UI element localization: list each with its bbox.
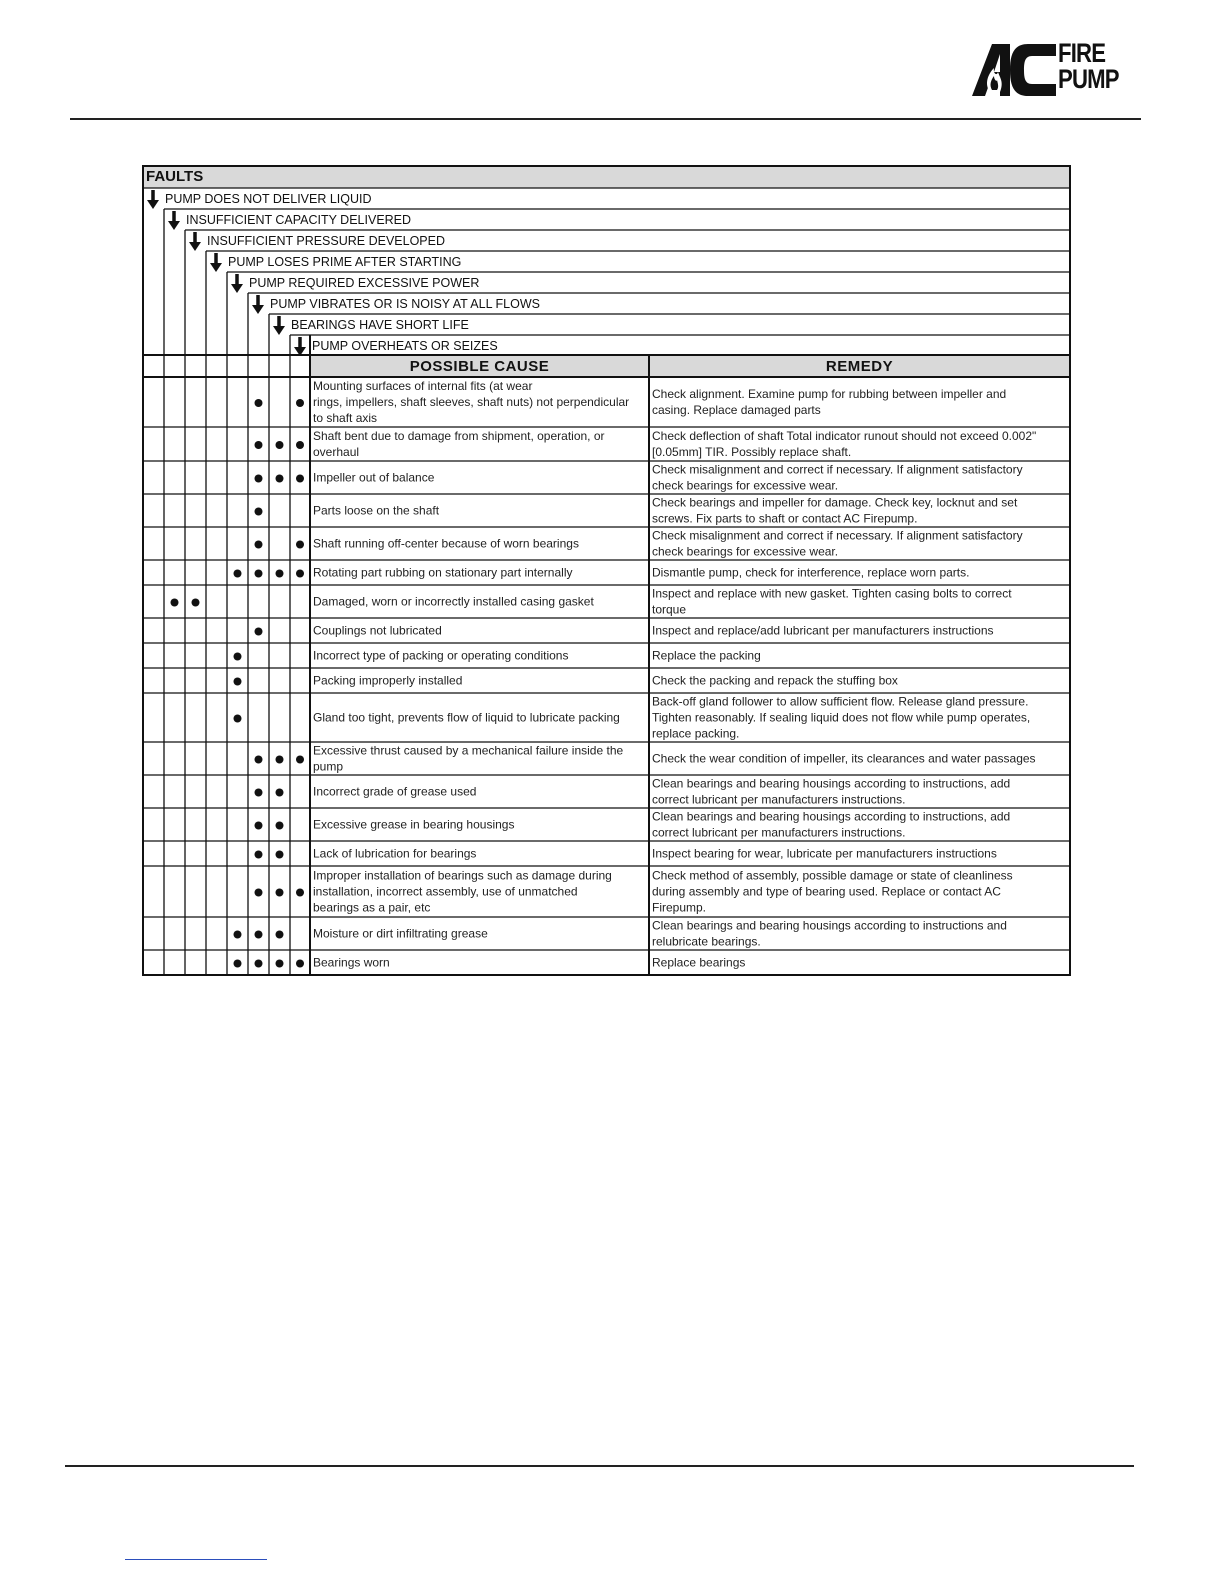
fault-mark-dot xyxy=(296,475,304,483)
fault-mark-dot xyxy=(276,441,284,449)
faults-title: FAULTS xyxy=(146,168,204,185)
fault-label-1: PUMP DOES NOT DELIVER LIQUID xyxy=(165,192,372,206)
remedy-text: Check deflection of shaft Total indicator runout should not exceed 0.002" xyxy=(652,429,1037,443)
possible-cause-text: Mounting surfaces of internal fits (at wear xyxy=(313,379,533,393)
possible-cause-text: overhaul xyxy=(313,445,360,459)
remedy-text: Tighten reasonably. If sealing liquid does not flow while pump operates, xyxy=(652,710,1031,725)
possible-cause-text: Shaft running off-center because of worn bearings xyxy=(313,536,579,551)
possible-cause-text: Excessive thrust caused by a mechanical failure inside the xyxy=(313,743,624,758)
fault-mark-dot xyxy=(255,570,263,578)
troubleshooting-table-drawing xyxy=(142,165,1071,978)
fault-mark-dot xyxy=(255,541,263,549)
troubleshooting-table xyxy=(142,165,1071,978)
down-arrow-icon xyxy=(231,284,243,293)
fault-mark-dot xyxy=(255,441,263,449)
fault-mark-dot xyxy=(255,756,263,764)
remedy-text: Clean bearings and bearing housings according to instructions, add xyxy=(652,809,1011,824)
remedy-text: Check misalignment and correct if necessary. If alignment satisfactory xyxy=(652,462,1023,477)
fault-mark-dot xyxy=(296,441,304,449)
fault-label-6: PUMP VIBRATES OR IS NOISY AT ALL FLOWS xyxy=(270,297,540,311)
fault-mark-dot xyxy=(276,931,284,939)
remedy-text: Replace the packing xyxy=(652,648,761,663)
down-arrow-icon xyxy=(189,242,201,251)
logo-line-pump: PUMP xyxy=(1058,64,1119,94)
header-divider xyxy=(70,118,1141,120)
remedy-text: Check bearings and impeller for damage. Check key, locknut and set xyxy=(652,495,1018,510)
fault-mark-dot xyxy=(234,715,242,723)
fault-mark-dot xyxy=(296,889,304,897)
possible-cause-text: pump xyxy=(313,759,344,774)
fault-mark-dot xyxy=(276,889,284,897)
fault-label-5: PUMP REQUIRED EXCESSIVE POWER xyxy=(249,276,480,290)
possible-cause-text: Lack of lubrication for bearings xyxy=(313,846,477,861)
fault-mark-dot xyxy=(276,960,284,968)
fault-label-7: BEARINGS HAVE SHORT LIFE xyxy=(291,318,469,332)
fault-mark-dot xyxy=(255,889,263,897)
fault-label-2: INSUFFICIENT CAPACITY DELIVERED xyxy=(186,213,412,227)
fault-mark-dot xyxy=(276,570,284,578)
fault-mark-dot xyxy=(276,756,284,764)
possible-cause-text: rings, impellers, shaft sleeves, shaft nuts) not perpendicular xyxy=(313,395,630,409)
remedy-text: Inspect and replace with new gasket. Tighten casing bolts to correct xyxy=(652,586,1012,601)
down-arrow-icon xyxy=(273,326,285,335)
possible-cause-text: Moisture or dirt infiltrating grease xyxy=(313,926,488,941)
fault-mark-dot xyxy=(234,570,242,578)
fault-mark-dot xyxy=(234,960,242,968)
fault-mark-dot xyxy=(296,399,304,407)
remedy-text: screws. Fix parts to shaft or contact AC Firepump. xyxy=(652,511,918,526)
fault-mark-dot xyxy=(255,399,263,407)
flame-logo-icon xyxy=(970,40,1060,100)
fault-mark-dot xyxy=(255,960,263,968)
remedy-text: torque xyxy=(652,602,687,617)
possible-cause-text: Shaft bent due to damage from shipment, operation, or xyxy=(313,429,605,443)
possible-cause-text: Parts loose on the shaft xyxy=(313,503,440,518)
down-arrow-icon xyxy=(210,263,222,272)
remedy-text: check bearings for excessive wear. xyxy=(652,478,839,493)
remedy-text: Check the wear condition of impeller, its clearances and water passages xyxy=(652,751,1036,766)
faults-title-band xyxy=(143,166,1070,188)
fault-mark-dot xyxy=(255,628,263,636)
down-arrow-icon xyxy=(252,305,264,314)
remedy-text: correct lubricant per manufacturers instructions. xyxy=(652,825,906,840)
fault-label-8: PUMP OVERHEATS OR SEIZES xyxy=(312,339,498,353)
fault-mark-dot xyxy=(255,508,263,516)
down-arrow-icon xyxy=(147,200,159,209)
fault-mark-dot xyxy=(296,960,304,968)
remedy-header: REMEDY xyxy=(825,358,894,375)
down-arrow-icon xyxy=(168,221,180,230)
logo-line-fire: FIRE xyxy=(1058,38,1106,68)
possible-cause-text: installation, incorrect assembly, use of unmatched xyxy=(313,884,578,899)
fault-label-4: PUMP LOSES PRIME AFTER STARTING xyxy=(228,255,462,269)
fault-mark-dot xyxy=(296,541,304,549)
possible-cause-text: bearings as a pair, etc xyxy=(313,900,431,915)
fault-mark-dot xyxy=(296,570,304,578)
remedy-text: correct lubricant per manufacturers instructions. xyxy=(652,792,906,807)
remedy-text: Check method of assembly, possible damage or state of cleanliness xyxy=(652,868,1013,883)
fault-mark-dot xyxy=(192,599,200,607)
fault-mark-dot xyxy=(255,789,263,797)
possible-cause-text: Improper installation of bearings such as damage during xyxy=(313,868,612,883)
possible-cause-text: Bearings worn xyxy=(313,955,390,970)
possible-cause-text: Gland too tight, prevents flow of liquid to lubricate packing xyxy=(313,710,620,725)
remedy-text: Firepump. xyxy=(652,900,707,915)
remedy-text: Dismantle pump, check for interference, replace worn parts. xyxy=(652,565,970,580)
possible-cause-text: Rotating part rubbing on stationary part internally xyxy=(313,565,573,580)
remedy-text: Clean bearings and bearing housings according to instructions and xyxy=(652,918,1007,933)
fault-mark-dot xyxy=(234,678,242,686)
possible-cause-text: Packing improperly installed xyxy=(313,673,463,688)
remedy-text: check bearings for excessive wear. xyxy=(652,544,839,559)
remedy-text: replace packing. xyxy=(652,726,740,741)
fault-mark-dot xyxy=(255,931,263,939)
fault-mark-dot xyxy=(296,756,304,764)
remedy-text: [0.05mm] TIR. Possibly replace shaft. xyxy=(652,445,852,459)
remedy-text: Check alignment. Examine pump for rubbing between impeller and xyxy=(652,387,1007,401)
remedy-text: Check the packing and repack the stuffing box xyxy=(652,673,898,688)
remedy-text: Check misalignment and correct if necessary. If alignment satisfactory xyxy=(652,528,1023,543)
possible-cause-text: to shaft axis xyxy=(313,411,378,425)
fault-mark-dot xyxy=(255,851,263,859)
remedy-text: Inspect bearing for wear, lubricate per manufacturers instructions xyxy=(652,846,997,861)
remedy-text: casing. Replace damaged parts xyxy=(652,403,821,417)
footer-link-underline[interactable] xyxy=(125,1559,267,1560)
logo-wordmark xyxy=(1058,40,1119,92)
remedy-text: Clean bearings and bearing housings according to instructions, add xyxy=(652,776,1011,791)
possible-cause-text: Incorrect type of packing or operating conditions xyxy=(313,648,569,663)
fault-mark-dot xyxy=(276,851,284,859)
possible-cause-text: Incorrect grade of grease used xyxy=(313,784,477,799)
possible-cause-text: Damaged, worn or incorrectly installed casing gasket xyxy=(313,594,594,609)
fault-mark-dot xyxy=(276,475,284,483)
fault-label-3: INSUFFICIENT PRESSURE DEVELOPED xyxy=(207,234,446,248)
remedy-text: Inspect and replace/add lubricant per manufacturers instructions xyxy=(652,623,994,638)
fault-mark-dot xyxy=(255,475,263,483)
fault-mark-dot xyxy=(276,789,284,797)
remedy-text: during assembly and type of bearing used. Replace or contact AC xyxy=(652,884,1001,899)
remedy-text: Back-off gland follower to allow sufficient flow. Release gland pressure. xyxy=(652,694,1029,709)
possible-cause-header: POSSIBLE CAUSE xyxy=(409,358,550,375)
possible-cause-text: Impeller out of balance xyxy=(313,470,435,485)
fault-mark-dot xyxy=(234,931,242,939)
fault-mark-dot xyxy=(234,653,242,661)
possible-cause-text: Excessive grease in bearing housings xyxy=(313,817,515,832)
footer-divider xyxy=(65,1465,1134,1467)
fault-mark-dot xyxy=(255,822,263,830)
remedy-text: Replace bearings xyxy=(652,955,746,970)
remedy-text: relubricate bearings. xyxy=(652,934,761,949)
fault-mark-dot xyxy=(276,822,284,830)
possible-cause-text: Couplings not lubricated xyxy=(313,623,442,638)
fault-mark-dot xyxy=(171,599,179,607)
